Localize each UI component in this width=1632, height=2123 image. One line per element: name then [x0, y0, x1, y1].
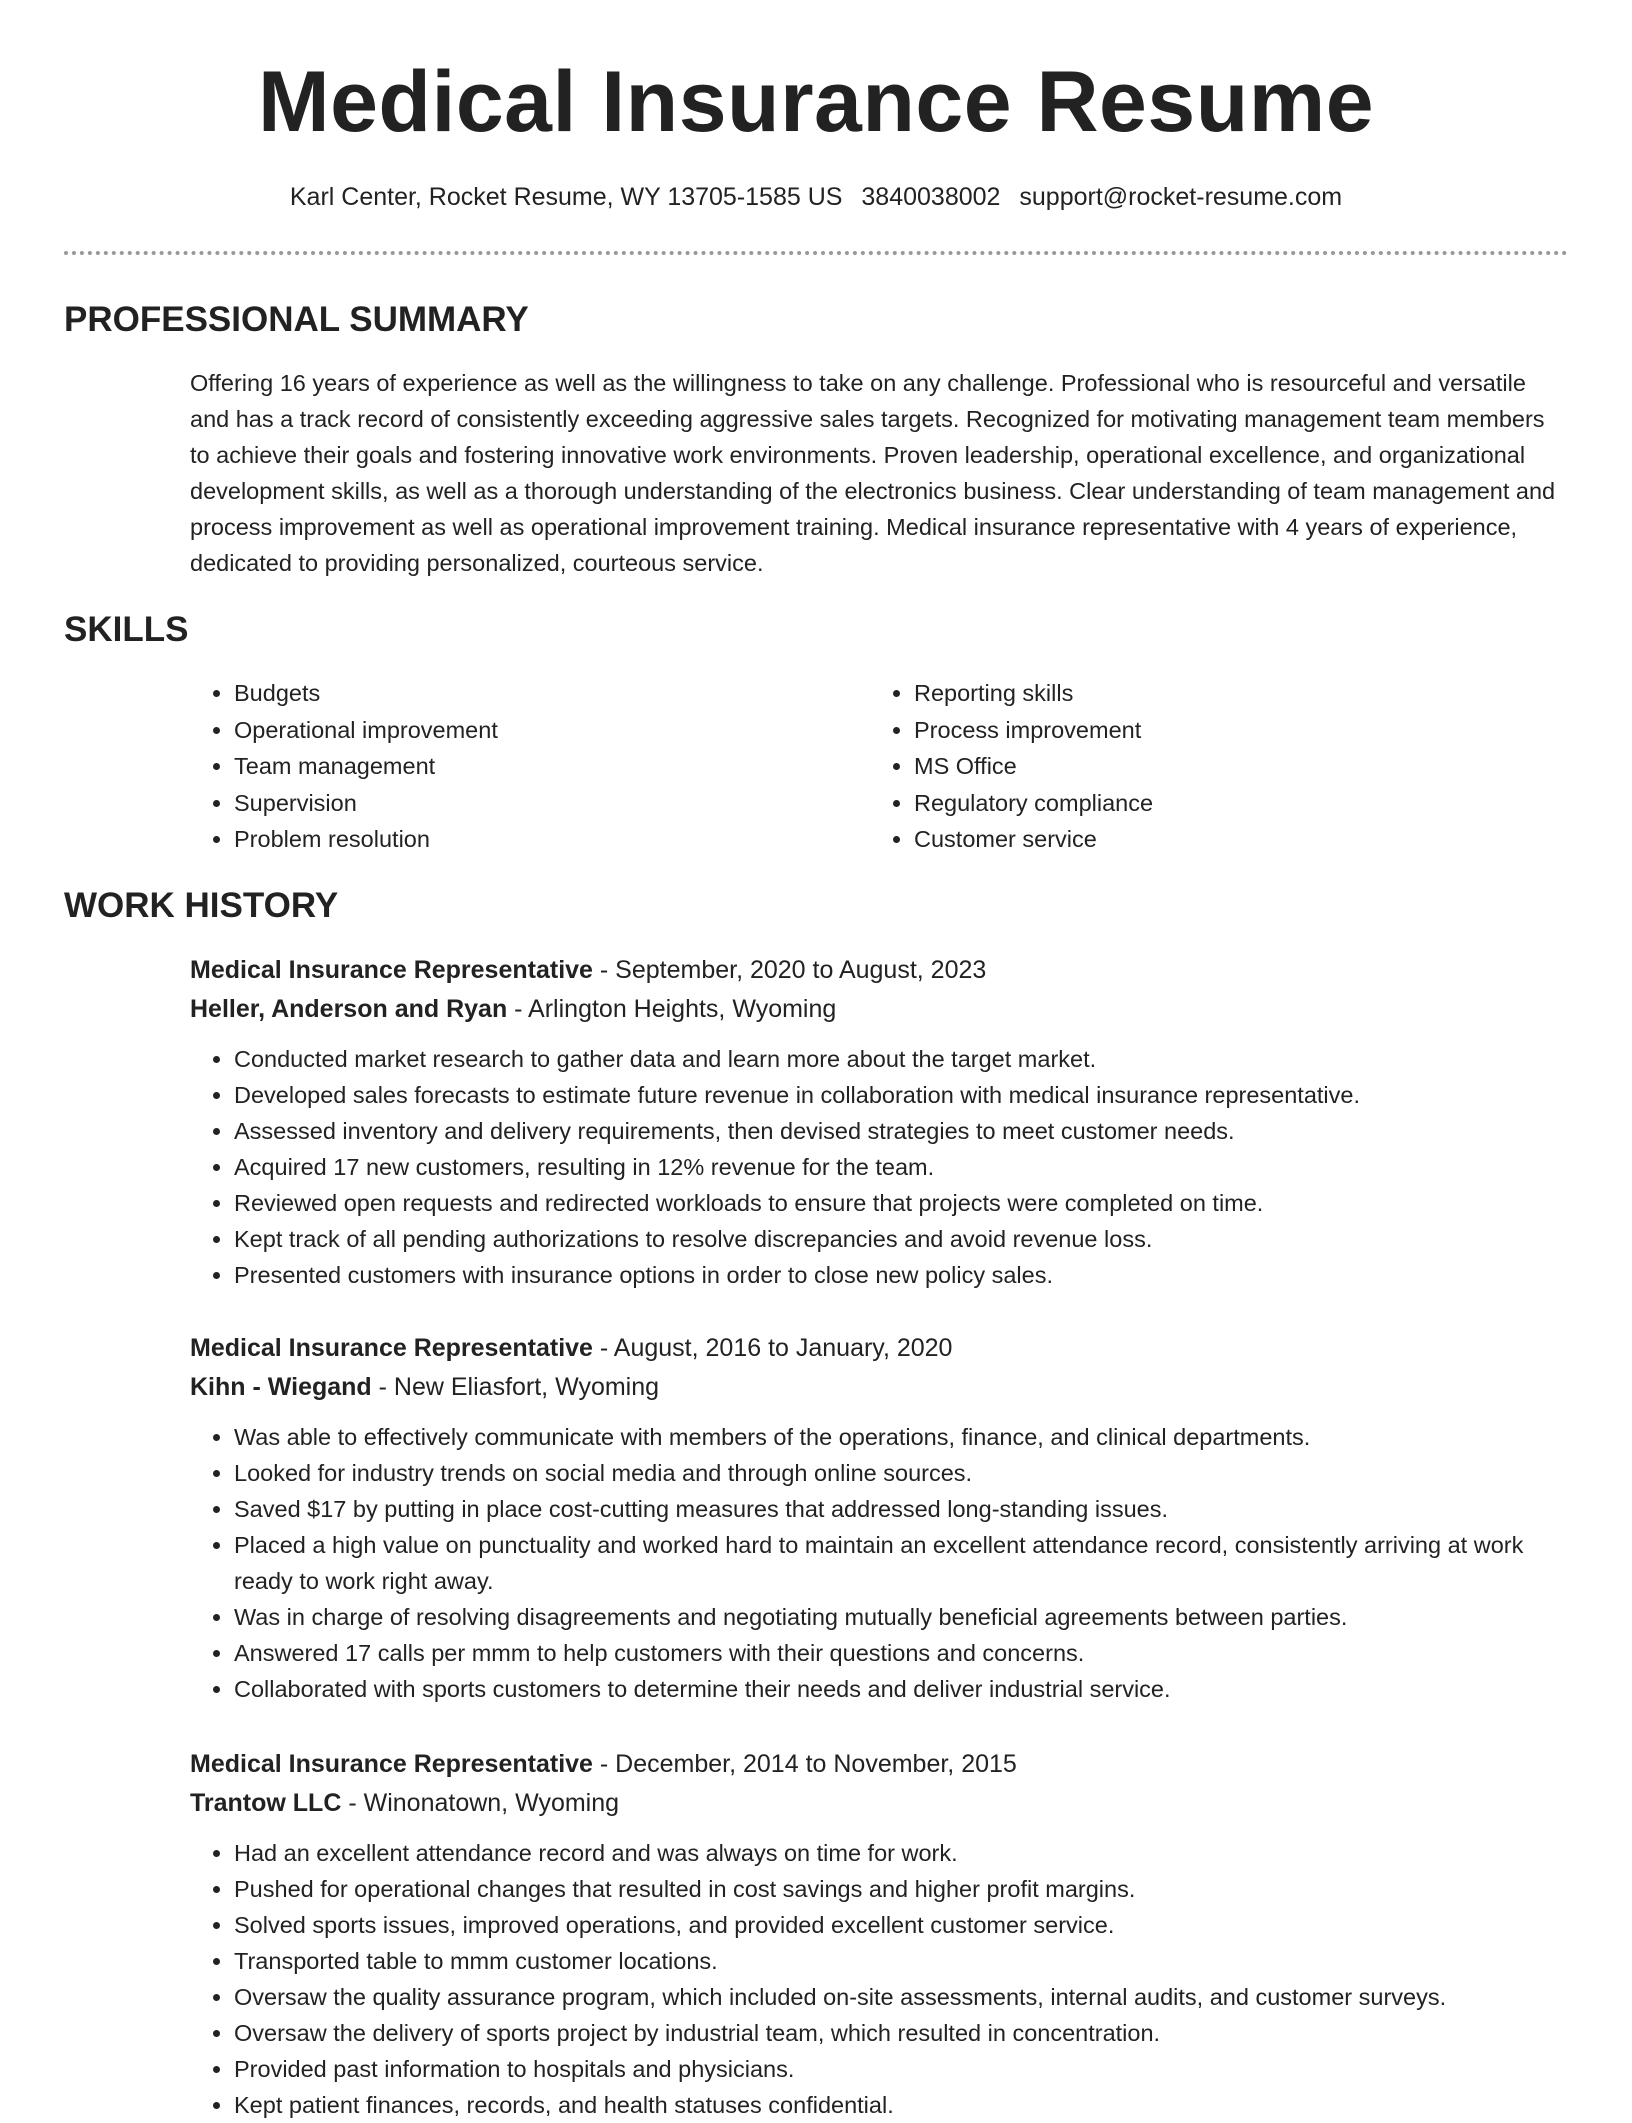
job-company: Trantow LLC — [190, 1789, 342, 1817]
skill-item: • MS Office — [914, 748, 1534, 785]
work-history-heading: WORK HISTORY — [64, 886, 339, 925]
work-history-section — [64, 884, 1568, 928]
contact-line — [0, 180, 1632, 214]
job-location: - Winonatown, Wyoming — [341, 1789, 620, 1817]
job-bullets — [190, 1419, 1570, 1707]
job-bullet: • Assessed inventory and delivery requirements, then devised strategies to meet customer needs. — [234, 1113, 1570, 1149]
job-bullet: • Pushed for operational changes that resulted in cost savings and higher profit margins. — [234, 1871, 1570, 1907]
skills-list-right — [870, 675, 1534, 858]
header-divider — [64, 251, 1568, 255]
job-bullet: • Presented customers with insurance options in order to close new policy sales. — [234, 1257, 1570, 1293]
skill-item: • Operational improvement — [234, 712, 854, 749]
job-entry — [190, 1329, 1570, 1707]
job-bullet: • Oversaw the quality assurance program, which included on-site assessments, internal audits, and customer surveys. — [234, 1979, 1570, 2015]
skill-item: • Reporting skills — [914, 675, 1534, 712]
job-bullet: • Oversaw the delivery of sports project by industrial team, which resulted in concentration. — [234, 2015, 1570, 2051]
contact-email: support@rocket-resume.com — [1019, 183, 1343, 211]
skill-item: • Process improvement — [914, 712, 1534, 749]
job-company-line — [190, 990, 1570, 1029]
job-bullet: • Placed a high value on punctuality and worked hard to maintain an excellent attendance record, consistently arriving at work ready to work right away. — [234, 1527, 1570, 1599]
job-bullet: • Acquired 17 new customers, resulting in 12% revenue for the team. — [234, 1149, 1570, 1185]
job-bullet: • Kept track of all pending authorizations to resolve discrepancies and avoid revenue loss. — [234, 1221, 1570, 1257]
skill-item: • Regulatory compliance — [914, 785, 1534, 822]
job-entry — [190, 1745, 1570, 2123]
job-location: - New Eliasfort, Wyoming — [371, 1373, 660, 1401]
skill-item: • Problem resolution — [234, 821, 854, 858]
job-dates: - September, 2020 to August, 2023 — [592, 956, 987, 984]
job-title-line — [190, 951, 1570, 990]
job-bullet: • Answered 17 calls per mmm to help customers with their questions and concerns. — [234, 1635, 1570, 1671]
job-company: Heller, Anderson and Ryan — [190, 995, 508, 1023]
job-bullet: • Transported table to mmm customer locations. — [234, 1943, 1570, 1979]
summary-text: Offering 16 years of experience as well as the willingness to take on any challenge. Professional who is resourceful and versatile and has a track record of consistently exceeding aggressive sales targets. Recognized for motivating management team members to achieve their goals and fostering innovative work environments. Proven leadership, operational excellence, and organizational development skills, as well as a thorough understanding of the electronics business. Clear understanding of team management and process improvement as well as operational improvement training. Medical insurance representative with 4 years of experience, dedicated to providing personalized, courteous service. — [190, 370, 1556, 576]
job-role: Medical Insurance Representative — [190, 1750, 593, 1778]
job-dates: - August, 2016 to January, 2020 — [592, 1334, 953, 1362]
summary-heading: PROFESSIONAL SUMMARY — [64, 300, 529, 339]
job-title-line — [190, 1745, 1570, 1784]
summary-section — [64, 298, 1568, 342]
job-bullets — [190, 1835, 1570, 2123]
skill-item: • Budgets — [234, 675, 854, 712]
job-company-line — [190, 1784, 1570, 1823]
job-bullet: • Developed sales forecasts to estimate future revenue in collaboration with medical insurance representative. — [234, 1077, 1570, 1113]
skills-list-left — [190, 675, 854, 858]
job-bullet: • Had an excellent attendance record and was always on time for work. — [234, 1835, 1570, 1871]
resume-title: Medical Insurance Resume — [257, 54, 1375, 150]
skills-heading: SKILLS — [64, 610, 189, 649]
job-role: Medical Insurance Representative — [190, 1334, 593, 1362]
job-bullet: • Reviewed open requests and redirected workloads to ensure that projects were completed on time. — [234, 1185, 1570, 1221]
skill-item: • Supervision — [234, 785, 854, 822]
job-bullet: • Looked for industry trends on social media and through online sources. — [234, 1455, 1570, 1491]
job-company: Kihn - Wiegand — [190, 1373, 372, 1401]
contact-address: Karl Center, Rocket Resume, WY 13705-1585 US — [289, 183, 843, 211]
job-bullet: • Was able to effectively communicate with members of the operations, finance, and clinical departments. — [234, 1419, 1570, 1455]
job-title-line — [190, 1329, 1570, 1368]
job-bullet: • Conducted market research to gather data and learn more about the target market. — [234, 1041, 1570, 1077]
skills-section — [64, 608, 1568, 652]
skill-item: • Team management — [234, 748, 854, 785]
job-bullet: • Saved $17 by putting in place cost-cutting measures that addressed long-standing issues. — [234, 1491, 1570, 1527]
skill-item: • Customer service — [914, 821, 1534, 858]
job-company-line — [190, 1368, 1570, 1407]
job-location: - Arlington Heights, Wyoming — [507, 995, 837, 1023]
job-bullet: • Provided past information to hospitals and physicians. — [234, 2051, 1570, 2087]
contact-phone: 3840038002 — [861, 183, 1001, 211]
job-bullet: • Was in charge of resolving disagreements and negotiating mutually beneficial agreements between parties. — [234, 1599, 1570, 1635]
job-entry — [190, 951, 1570, 1293]
job-bullets — [190, 1041, 1570, 1293]
job-bullet: • Kept patient finances, records, and health statuses confidential. — [234, 2087, 1570, 2123]
job-dates: - December, 2014 to November, 2015 — [592, 1750, 1017, 1778]
job-bullet: • Collaborated with sports customers to determine their needs and deliver industrial service. — [234, 1671, 1570, 1707]
job-bullet: • Solved sports issues, improved operations, and provided excellent customer service. — [234, 1907, 1570, 1943]
job-role: Medical Insurance Representative — [190, 956, 593, 984]
